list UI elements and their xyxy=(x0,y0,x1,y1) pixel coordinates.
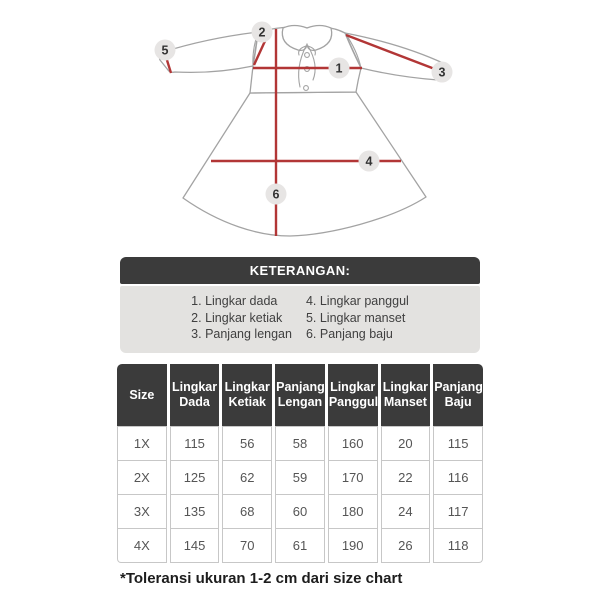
table-cell: 170 xyxy=(328,461,378,495)
column-header-lingkar-manset: Lingkar Manset xyxy=(381,364,431,426)
table-row xyxy=(117,461,483,495)
marker-3-label: 3 xyxy=(438,65,446,80)
legend-box xyxy=(120,257,480,353)
table-cell: 68 xyxy=(222,495,272,529)
marker-5-label: 5 xyxy=(161,43,169,58)
table-cell: 59 xyxy=(275,461,325,495)
column-header-lingkar-ketiak: Lingkar Ketiak xyxy=(222,364,272,426)
marker-3 xyxy=(432,62,453,83)
legend-item: 6. Panjang baju xyxy=(305,327,393,341)
legend-item: 2. Lingkar ketiak xyxy=(191,310,283,325)
column-header-size: Size xyxy=(117,364,167,426)
table-cell: 115 xyxy=(170,426,220,461)
table-cell: 190 xyxy=(328,529,378,563)
table-cell: 117 xyxy=(433,495,483,529)
column-header-panjang-baju: Panjang Baju xyxy=(433,364,483,426)
column-header-panjang-lengan: Panjang Lengan xyxy=(275,364,325,426)
size-table xyxy=(114,364,486,563)
tolerance-footnote: *Toleransi ukuran 1-2 cm dari size chart xyxy=(120,570,403,587)
table-cell: 115 xyxy=(433,426,483,461)
table-cell: 145 xyxy=(170,529,220,563)
table-cell: 160 xyxy=(328,426,378,461)
table-cell: 62 xyxy=(222,461,272,495)
table-header-row xyxy=(117,364,483,426)
table-cell: 180 xyxy=(328,495,378,529)
table-cell: 58 xyxy=(275,426,325,461)
table-cell: 116 xyxy=(433,461,483,495)
dress-diagram xyxy=(110,0,490,250)
table-cell: 70 xyxy=(222,529,272,563)
marker-4 xyxy=(359,151,380,172)
column-header-lingkar-panggul: Lingkar Panggul xyxy=(328,364,378,426)
dress-illustration xyxy=(110,0,490,250)
table-cell: 125 xyxy=(170,461,220,495)
legend-column-left xyxy=(191,293,292,343)
column-header-lingkar-dada: Lingkar Dada xyxy=(170,364,220,426)
dress-skirt xyxy=(183,92,426,236)
size-table-container xyxy=(114,364,486,563)
table-cell: 56 xyxy=(222,426,272,461)
legend-item: 5. Lingkar manset xyxy=(305,310,406,325)
dress-collar xyxy=(282,26,331,51)
legend-item: 3. Panjang lengan xyxy=(191,327,292,341)
table-cell: 22 xyxy=(381,461,431,495)
table-cell: 61 xyxy=(275,529,325,563)
table-cell: 20 xyxy=(381,426,431,461)
table-cell: 1X xyxy=(117,426,167,461)
table-cell: 3X xyxy=(117,495,167,529)
table-row xyxy=(117,426,483,461)
marker-4-label: 4 xyxy=(365,154,373,169)
legend-item: 4. Lingkar panggul xyxy=(305,294,409,308)
table-row xyxy=(117,495,483,529)
marker-6-label: 6 xyxy=(272,187,280,202)
table-row xyxy=(117,529,483,563)
table-cell: 24 xyxy=(381,495,431,529)
marker-6 xyxy=(266,184,287,205)
table-cell: 60 xyxy=(275,495,325,529)
marker-1 xyxy=(329,58,350,79)
table-cell: 2X xyxy=(117,461,167,495)
marker-2-label: 2 xyxy=(258,25,266,40)
marker-1-label: 1 xyxy=(335,61,343,76)
legend-body xyxy=(120,286,480,353)
marker-2 xyxy=(252,22,273,43)
table-cell: 26 xyxy=(381,529,431,563)
marker-5 xyxy=(155,40,176,61)
table-cell: 135 xyxy=(170,495,220,529)
legend-item: 1. Lingkar dada xyxy=(191,294,278,308)
table-cell: 4X xyxy=(117,529,167,563)
table-cell: 118 xyxy=(433,529,483,563)
legend-column-right xyxy=(306,293,409,343)
legend-title: KETERANGAN: xyxy=(120,257,480,284)
